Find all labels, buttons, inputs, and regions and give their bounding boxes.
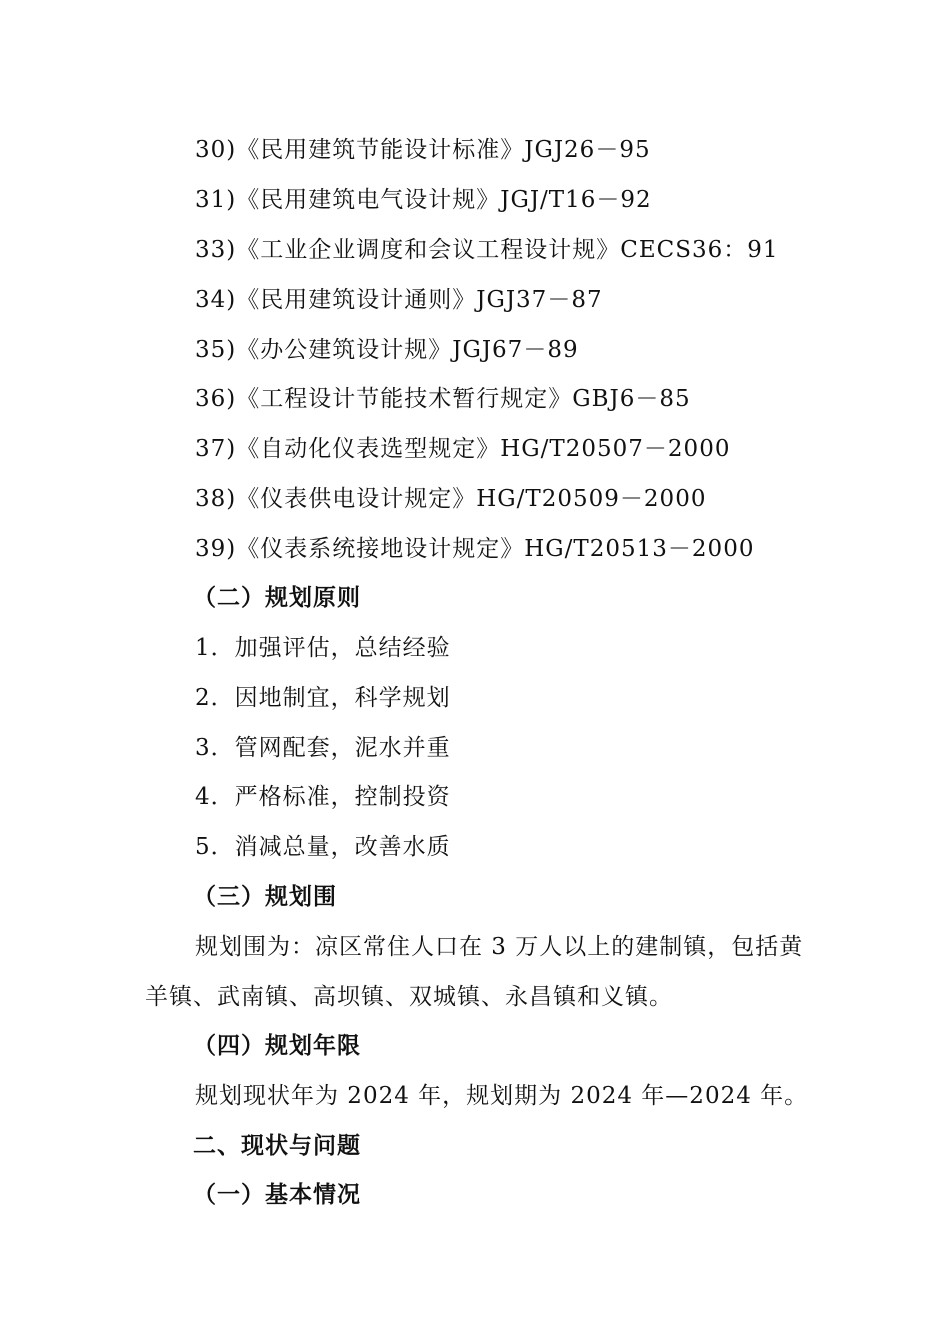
reference-item: 31)《民用建筑电气设计规》JGJ/T16－92: [195, 187, 652, 213]
scope-paragraph: 规划围为：凉区常住人口在 3 万人以上的建制镇，包括黄羊镇、武南镇、高坝镇、双城镇、永昌镇和义镇。: [145, 934, 804, 1010]
period-paragraph: 规划现状年为 2024 年，规划期为 2024 年—2024 年。: [195, 1083, 809, 1109]
section-heading-principles: （二）规划原则: [193, 584, 361, 611]
section-heading-scope: （三）规划围: [193, 883, 337, 910]
reference-item: 36)《工程设计节能技术暂行规定》GBJ6－85: [195, 386, 691, 412]
principle-item: 1．加强评估，总结经验: [195, 635, 451, 661]
reference-item: 35)《办公建筑设计规》JGJ67－89: [195, 337, 579, 363]
section-heading-period: （四）规划年限: [193, 1032, 361, 1059]
principle-item: 4．严格标准，控制投资: [195, 784, 451, 810]
principle-item: 2．因地制宜，科学规划: [195, 685, 451, 711]
reference-item: 37)《自动化仪表选型规定》HG/T20507－2000: [195, 436, 731, 462]
reference-item: 33)《工业企业调度和会议工程设计规》CECS36：91: [195, 237, 779, 263]
reference-item: 30)《民用建筑节能设计标准》JGJ26－95: [195, 137, 651, 163]
reference-item: 38)《仪表供电设计规定》HG/T20509－2000: [195, 486, 707, 512]
reference-item: 39)《仪表系统接地设计规定》HG/T20513－2000: [195, 536, 755, 562]
principle-item: 5．消减总量，改善水质: [195, 834, 451, 860]
reference-item: 34)《民用建筑设计通则》JGJ37－87: [195, 287, 603, 313]
chapter-heading-status: 二、现状与问题: [193, 1132, 361, 1159]
principle-item: 3．管网配套，泥水并重: [195, 735, 451, 761]
section-heading-basic: （一）基本情况: [193, 1181, 361, 1208]
